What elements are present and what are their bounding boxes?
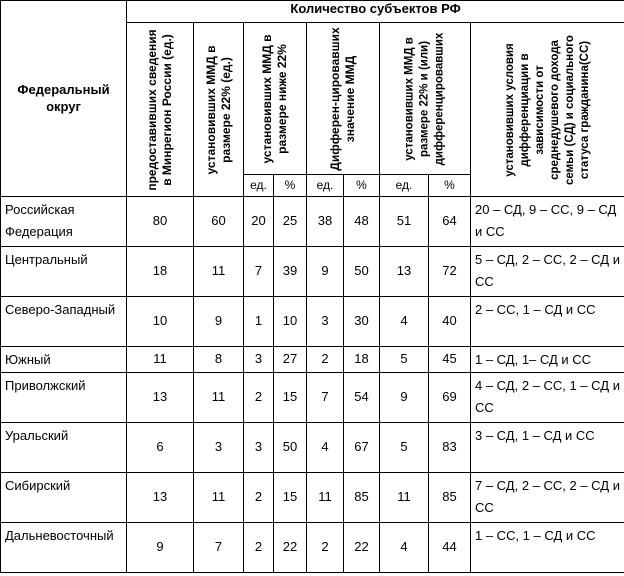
diff-pct-value: 85 (344, 473, 380, 523)
district-name: Северо-Западный (1, 297, 127, 347)
below-pct-value: 22 (274, 523, 307, 573)
or-pct-value: 83 (429, 423, 471, 473)
set22-value: 7 (194, 523, 244, 573)
diff-ed-value: 2 (307, 347, 344, 373)
table-row (1, 473, 624, 523)
header-group: Количество субъектов РФ (127, 1, 624, 23)
below-ed-value: 2 (244, 373, 274, 423)
table-row (1, 297, 624, 347)
or-ed-value: 51 (380, 197, 429, 247)
conditions-value: 1 – СД, 1– СД и СС (471, 347, 624, 373)
or-ed-value: 4 (380, 523, 429, 573)
conditions-value: 2 – СС, 1 – СД и СС (471, 297, 624, 347)
diff-pct-value: 18 (344, 347, 380, 373)
below-ed-value: 2 (244, 523, 274, 573)
unit-below-pct: % (274, 175, 307, 197)
provided-value: 9 (127, 523, 194, 573)
below-pct-value: 27 (274, 347, 307, 373)
diff-pct-value: 67 (344, 423, 380, 473)
or-ed-value: 4 (380, 297, 429, 347)
conditions-value: 7 – СД, 2 – СС, 2 – СД и СС (471, 473, 624, 523)
header-district: Федеральный округ (1, 1, 127, 197)
conditions-value: 4 – СД, 2 – СС, 1 – СД и СС (471, 373, 624, 423)
below-pct-value: 15 (274, 373, 307, 423)
set22-value: 60 (194, 197, 244, 247)
diff-pct-value: 30 (344, 297, 380, 347)
set22-value: 8 (194, 347, 244, 373)
provided-value: 11 (127, 347, 194, 373)
district-name: Приволжский (1, 373, 127, 423)
or-pct-value: 40 (429, 297, 471, 347)
below-ed-value: 2 (244, 473, 274, 523)
table-row (1, 523, 624, 573)
below-pct-value: 15 (274, 473, 307, 523)
set22-value: 11 (194, 473, 244, 523)
unit-diff-ed: ед. (307, 175, 344, 197)
unit-or-pct: % (429, 175, 471, 197)
provided-value: 13 (127, 473, 194, 523)
diff-ed-value: 3 (307, 297, 344, 347)
district-name: Российская Федерация (1, 197, 127, 247)
district-name: Южный (1, 347, 127, 373)
unit-below-ed: ед. (244, 175, 274, 197)
diff-ed-value: 7 (307, 373, 344, 423)
table-row (1, 423, 624, 473)
table-row (1, 197, 624, 247)
provided-value: 80 (127, 197, 194, 247)
diff-pct-value: 50 (344, 247, 380, 297)
below-pct-value: 50 (274, 423, 307, 473)
district-name: Дальневосточный (1, 523, 127, 573)
or-ed-value: 13 (380, 247, 429, 297)
conditions-value: 20 – СД, 9 – СС, 9 – СД и СС (471, 197, 624, 247)
diff-ed-value: 4 (307, 423, 344, 473)
district-name: Уральский (1, 423, 127, 473)
header-set22: установивших ММД в размере 22% (ед.) (194, 23, 244, 197)
district-name: Сибирский (1, 473, 127, 523)
table-row (1, 373, 624, 423)
below-pct-value: 10 (274, 297, 307, 347)
table-row (1, 347, 624, 373)
or-pct-value: 85 (429, 473, 471, 523)
district-name: Центральный (1, 247, 127, 297)
below-ed-value: 3 (244, 347, 274, 373)
conditions-value: 5 – СД, 2 – СС, 2 – СД и СС (471, 247, 624, 297)
or-ed-value: 9 (380, 373, 429, 423)
provided-value: 10 (127, 297, 194, 347)
diff-ed-value: 2 (307, 523, 344, 573)
unit-diff-pct: % (344, 175, 380, 197)
or-pct-value: 45 (429, 347, 471, 373)
unit-or-ed: ед. (380, 175, 429, 197)
set22-value: 11 (194, 247, 244, 297)
provided-value: 18 (127, 247, 194, 297)
below-pct-value: 25 (274, 197, 307, 247)
or-pct-value: 72 (429, 247, 471, 297)
table-row (1, 247, 624, 297)
header-below22: установивших ММД в размере ниже 22% (244, 23, 307, 175)
diff-pct-value: 22 (344, 523, 380, 573)
set22-value: 11 (194, 373, 244, 423)
provided-value: 6 (127, 423, 194, 473)
conditions-value: 3 – СД, 1 – СД и СС (471, 423, 624, 473)
header-conditions: установивших условия дифференциации в зависимости от среднедушевого дохода семьи (СД) и социального статуса гражданина(СС) (471, 23, 624, 197)
provided-value: 13 (127, 373, 194, 423)
below-ed-value: 1 (244, 297, 274, 347)
header-diff: Дифферен-цировавших значение ММД (307, 23, 380, 175)
diff-ed-value: 11 (307, 473, 344, 523)
conditions-value: 1 – СС, 1 – СД и СС (471, 523, 624, 573)
diff-ed-value: 38 (307, 197, 344, 247)
diff-pct-value: 48 (344, 197, 380, 247)
or-ed-value: 5 (380, 423, 429, 473)
set22-value: 9 (194, 297, 244, 347)
diff-pct-value: 54 (344, 373, 380, 423)
diff-ed-value: 9 (307, 247, 344, 297)
set22-value: 3 (194, 423, 244, 473)
header-set22-or-diff: установивших ММД в размере 22% и (или) дифференцировавших (380, 23, 471, 175)
below-ed-value: 7 (244, 247, 274, 297)
below-ed-value: 20 (244, 197, 274, 247)
below-ed-value: 3 (244, 423, 274, 473)
or-pct-value: 69 (429, 373, 471, 423)
or-ed-value: 5 (380, 347, 429, 373)
or-pct-value: 44 (429, 523, 471, 573)
or-pct-value: 64 (429, 197, 471, 247)
below-pct-value: 39 (274, 247, 307, 297)
or-ed-value: 11 (380, 473, 429, 523)
header-provided: предоставивших сведения в Минрегион России (ед.) (127, 23, 194, 197)
